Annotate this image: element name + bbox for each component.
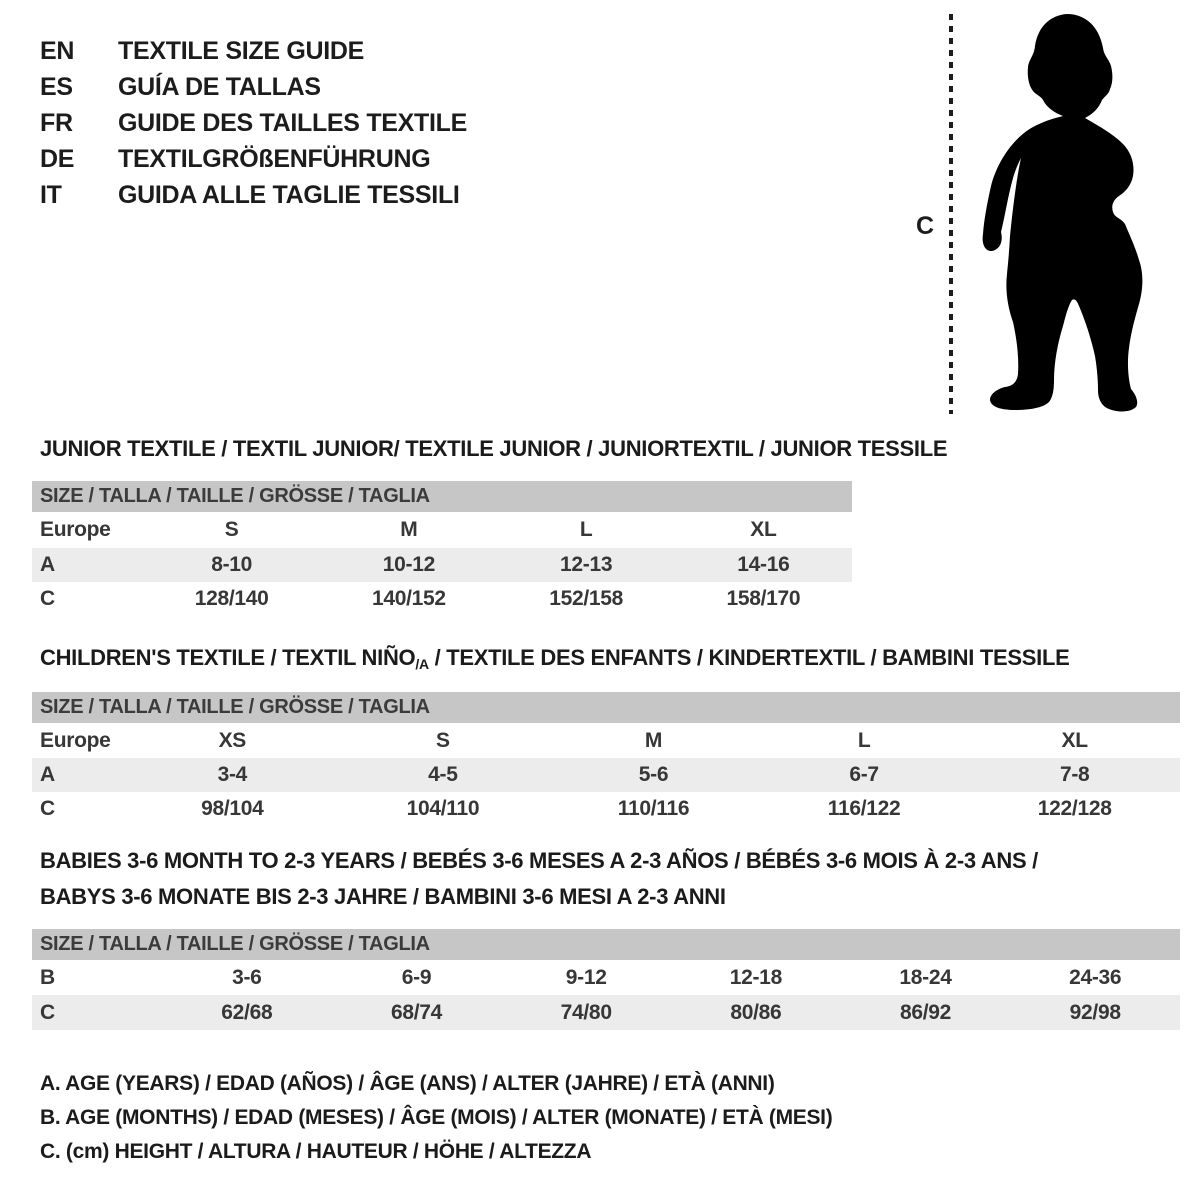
table-cell: 6-9 (401, 965, 432, 989)
lang-code: DE (40, 144, 75, 173)
lang-code: IT (40, 180, 62, 209)
children-title-subscript: /A (415, 656, 429, 672)
lang-code: EN (40, 36, 75, 65)
table-cell: 12-18 (729, 965, 782, 989)
row-label: C (40, 1000, 55, 1024)
children-section-title (40, 645, 1069, 672)
table-cell: 10-12 (382, 553, 435, 576)
toddler-silhouette-icon (983, 14, 1143, 411)
table-cell: 3-4 (217, 763, 248, 786)
row-label: B (40, 965, 55, 989)
lang-line-es (40, 70, 321, 104)
column-header: M (400, 518, 418, 541)
table-cell: 18-24 (899, 965, 952, 989)
table-cell: 158/170 (726, 587, 801, 610)
lang-line-de (40, 142, 430, 176)
table-cell: 68/74 (390, 1000, 443, 1024)
lang-title: TEXTILGRÖßENFÜHRUNG (118, 144, 431, 173)
table-cell: 5-6 (638, 763, 669, 786)
junior-size-header-bar: SIZE / TALLA / TAILLE / GRÖSSE / TAGLIA (32, 481, 852, 512)
babies-section-title-line2: BABYS 3-6 MONATE BIS 2-3 JAHRE / BAMBINI 3-6 MESI A 2-3 ANNI (40, 884, 726, 909)
column-header: XL (1061, 728, 1088, 752)
table-row-height (32, 995, 1180, 1030)
children-size-header-bar: SIZE / TALLA / TAILLE / GRÖSSE / TAGLIA (32, 692, 1180, 723)
lang-line-it (40, 178, 460, 212)
table-cell: 140/152 (371, 587, 446, 610)
table-cell: 104/110 (406, 797, 480, 820)
junior-columns-row (32, 512, 852, 548)
children-size-table (32, 692, 1180, 826)
legend-line-a: A. AGE (YEARS) / EDAD (AÑOS) / ÂGE (ANS) / ALTER (JAHRE) / ETÀ (ANNI) (40, 1072, 775, 1095)
row-label: A (40, 553, 55, 576)
table-cell: 62/68 (221, 1000, 273, 1024)
row-label: C (40, 587, 55, 610)
junior-section-title: JUNIOR TEXTILE / TEXTIL JUNIOR/ TEXTILE JUNIOR / JUNIORTEXTIL / JUNIOR TESSILE (40, 436, 948, 461)
table-cell: 98/104 (201, 797, 264, 820)
column-header: XL (750, 518, 777, 541)
table-cell: 110/116 (617, 797, 690, 820)
table-cell: 6-7 (849, 763, 879, 786)
table-cell: 128/140 (194, 587, 269, 610)
column-header: S (224, 518, 239, 541)
table-cell: 9-12 (565, 965, 607, 989)
table-row-age-months (32, 960, 1180, 995)
junior-size-table (32, 481, 852, 616)
table-cell: 152/158 (549, 587, 624, 610)
column-header: M (644, 728, 663, 752)
column-header: XS (218, 728, 246, 752)
lang-title: TEXTILE SIZE GUIDE (118, 36, 365, 65)
lang-title: GUÍA DE TALLAS (118, 72, 321, 101)
table-cell: 122/128 (1037, 797, 1112, 820)
table-cell: 12-13 (560, 553, 613, 576)
row-label: A (40, 763, 55, 786)
table-row-height (32, 582, 852, 616)
table-cell: 4-5 (428, 763, 458, 786)
column-header: S (436, 728, 450, 752)
region-label: Europe (40, 728, 111, 752)
babies-size-table (32, 929, 1180, 1030)
table-cell: 74/80 (560, 1000, 612, 1024)
lang-title: GUIDA ALLE TAGLIE TESSILI (118, 180, 460, 209)
children-columns-row (32, 723, 1180, 758)
babies-size-header-bar: SIZE / TALLA / TAILLE / GRÖSSE / TAGLIA (32, 929, 1180, 960)
table-cell: 14-16 (737, 553, 790, 576)
lang-line-en (40, 34, 364, 68)
table-row-height (32, 792, 1180, 826)
lang-line-fr (40, 106, 467, 140)
table-cell: 92/98 (1069, 1000, 1121, 1024)
table-cell: 3-6 (232, 965, 262, 989)
table-row-age (32, 758, 1180, 792)
lang-code: FR (40, 108, 73, 137)
toddler-silhouette-figure (935, 6, 1165, 420)
table-cell: 7-8 (1059, 763, 1090, 786)
table-cell: 116/122 (827, 797, 901, 820)
region-label: Europe (40, 518, 111, 541)
lang-code: ES (40, 72, 73, 101)
children-title-suffix: / TEXTILE DES ENFANTS / KINDERTEXTIL / BAMBINI TESSILE (428, 645, 1070, 670)
lang-title: GUIDE DES TAILLES TEXTILE (118, 108, 468, 137)
column-header: L (857, 728, 871, 752)
babies-section-title-line1: BABIES 3-6 MONTH TO 2-3 YEARS / BEBÉS 3-6 MESES A 2-3 AÑOS / BÉBÉS 3-6 MOIS À 2-3 ANS / (40, 848, 1038, 873)
legend-line-c: C. (cm) HEIGHT / ALTURA / HAUTEUR / HÖHE / ALTEZZA (40, 1140, 592, 1163)
table-cell: 24-36 (1069, 965, 1122, 989)
column-header: L (579, 518, 593, 541)
table-cell: 80/86 (730, 1000, 782, 1024)
row-label: C (40, 797, 55, 820)
legend-line-b: B. AGE (MONTHS) / EDAD (MESES) / ÂGE (MOIS) / ALTER (MONATE) / ETÀ (MESI) (40, 1106, 833, 1129)
table-cell: 8-10 (211, 553, 253, 576)
table-cell: 86/92 (899, 1000, 952, 1024)
children-title-prefix: CHILDREN'S TEXTILE / TEXTIL NIÑO (40, 645, 416, 670)
height-measure-label: C (916, 212, 935, 240)
table-row-age (32, 548, 852, 582)
